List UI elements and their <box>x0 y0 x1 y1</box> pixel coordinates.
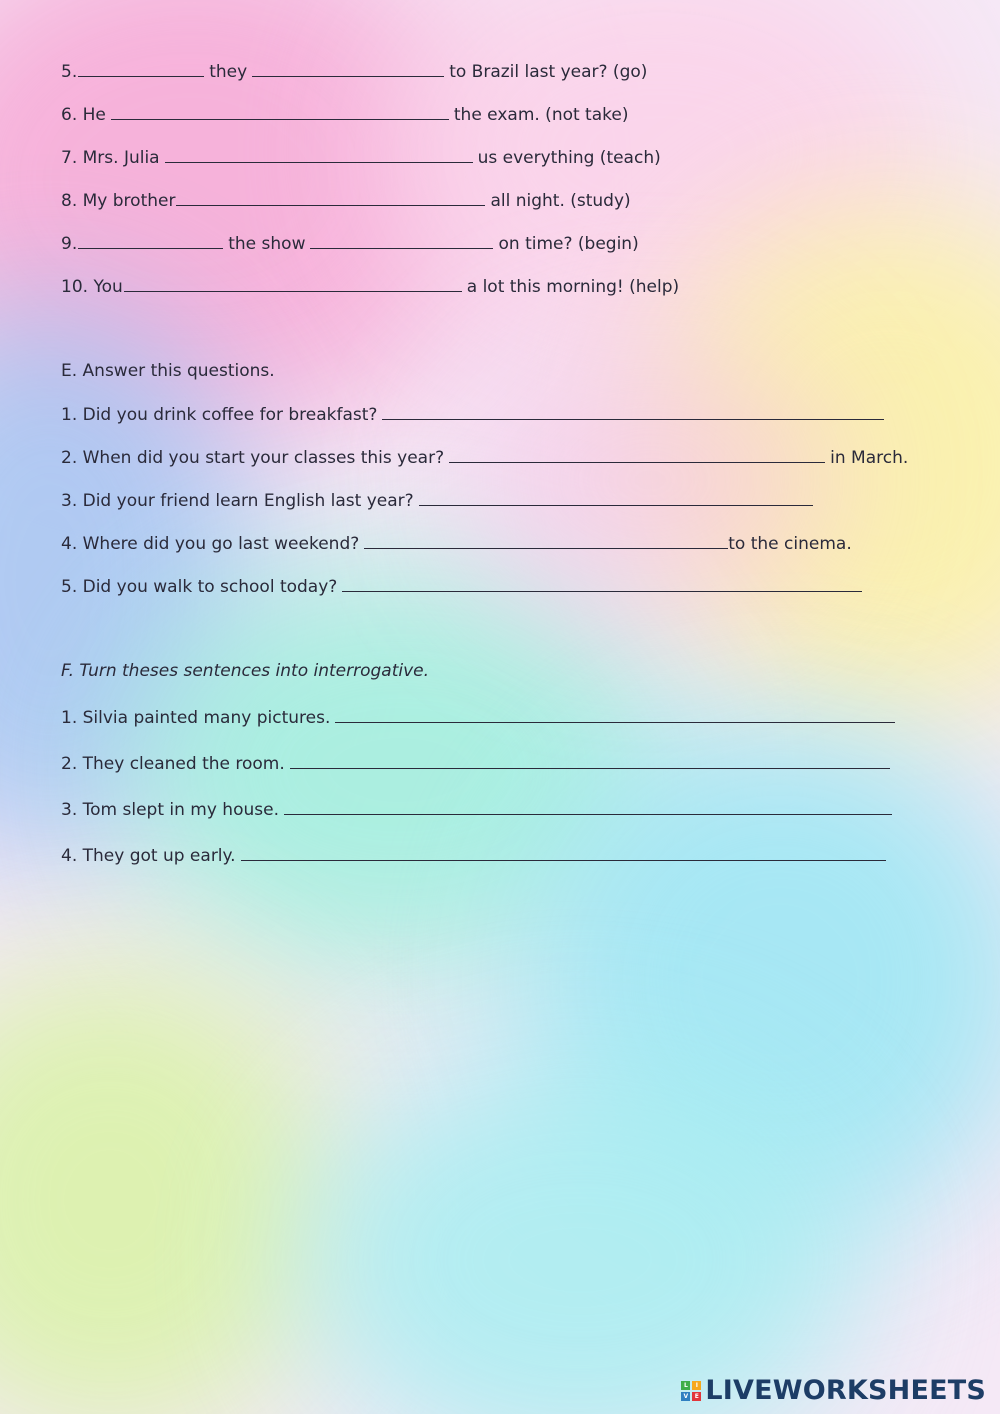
answer-suffix: to the cinema. <box>728 534 852 554</box>
sentence-text: 2. They cleaned the room. <box>61 754 285 774</box>
exercise-f-item-4 <box>61 842 891 866</box>
exercise-f-item-2 <box>61 750 895 774</box>
question-text: 5. Did you walk to school today? <box>61 577 338 597</box>
answer-blank[interactable] <box>342 573 862 592</box>
section-e-heading: E. Answer this questions. <box>61 361 275 381</box>
exercise-d-item-6 <box>61 101 628 125</box>
answer-blank[interactable] <box>78 230 223 249</box>
item-text: they <box>209 62 248 82</box>
exercise-d-item-7 <box>61 144 661 168</box>
answer-blank[interactable] <box>284 796 892 815</box>
exercise-e-item-1 <box>61 401 889 425</box>
item-text: 6. He <box>61 105 106 125</box>
question-text: 3. Did your friend learn English last year? <box>61 491 414 511</box>
item-text: a lot this morning! (help) <box>466 277 680 297</box>
answer-blank[interactable] <box>176 187 485 206</box>
question-text: 1. Did you drink coffee for breakfast? <box>61 405 378 425</box>
exercise-e-item-4 <box>61 530 852 554</box>
item-text: the show <box>228 234 306 254</box>
answer-blank[interactable] <box>252 58 444 77</box>
answer-blank[interactable] <box>449 444 825 463</box>
item-text: on time? (begin) <box>498 234 639 254</box>
answer-blank[interactable] <box>364 530 728 549</box>
answer-blank[interactable] <box>335 704 895 723</box>
item-text: the exam. (not take) <box>453 105 629 125</box>
answer-blank[interactable] <box>290 750 890 769</box>
exercise-e-item-3 <box>61 487 818 511</box>
exercise-f-item-3 <box>61 796 897 820</box>
item-text: us everything (teach) <box>477 148 661 168</box>
item-text: 7. Mrs. Julia <box>61 148 160 168</box>
answer-blank[interactable] <box>124 273 462 292</box>
exercise-d-item-5 <box>61 58 647 82</box>
liveworksheets-logo[interactable] <box>681 1375 986 1406</box>
sentence-text: 3. Tom slept in my house. <box>61 800 279 820</box>
exercise-e-item-2 <box>61 444 908 468</box>
item-text: all night. (study) <box>490 191 631 211</box>
section-f-heading: F. Turn theses sentences into interrogative. <box>61 661 430 681</box>
exercise-e-item-5 <box>61 573 867 597</box>
answer-blank[interactable] <box>382 401 884 420</box>
answer-suffix: in March. <box>830 448 909 468</box>
exercise-f-item-1 <box>61 704 900 728</box>
item-number: 9. <box>61 234 78 254</box>
answer-blank[interactable] <box>419 487 813 506</box>
answer-blank[interactable] <box>78 58 204 77</box>
liveworksheets-logo-icon: L I V E <box>681 1381 701 1401</box>
exercise-d-item-8 <box>61 187 631 211</box>
exercise-d-item-10 <box>61 273 679 297</box>
answer-blank[interactable] <box>165 144 473 163</box>
question-text: 2. When did you start your classes this year? <box>61 448 445 468</box>
question-text: 4. Where did you go last weekend? <box>61 534 360 554</box>
answer-blank[interactable] <box>241 842 886 861</box>
sentence-text: 1. Silvia painted many pictures. <box>61 708 331 728</box>
answer-blank[interactable] <box>310 230 493 249</box>
answer-blank[interactable] <box>111 101 449 120</box>
exercise-d-item-9 <box>61 230 639 254</box>
brand-name: LIVEWORKSHEETS <box>705 1375 986 1406</box>
item-text: to Brazil last year? (go) <box>449 62 648 82</box>
sentence-text: 4. They got up early. <box>61 846 236 866</box>
item-text: 10. You <box>61 277 123 297</box>
item-text: 8. My brother <box>61 191 176 211</box>
item-number: 5. <box>61 62 78 82</box>
